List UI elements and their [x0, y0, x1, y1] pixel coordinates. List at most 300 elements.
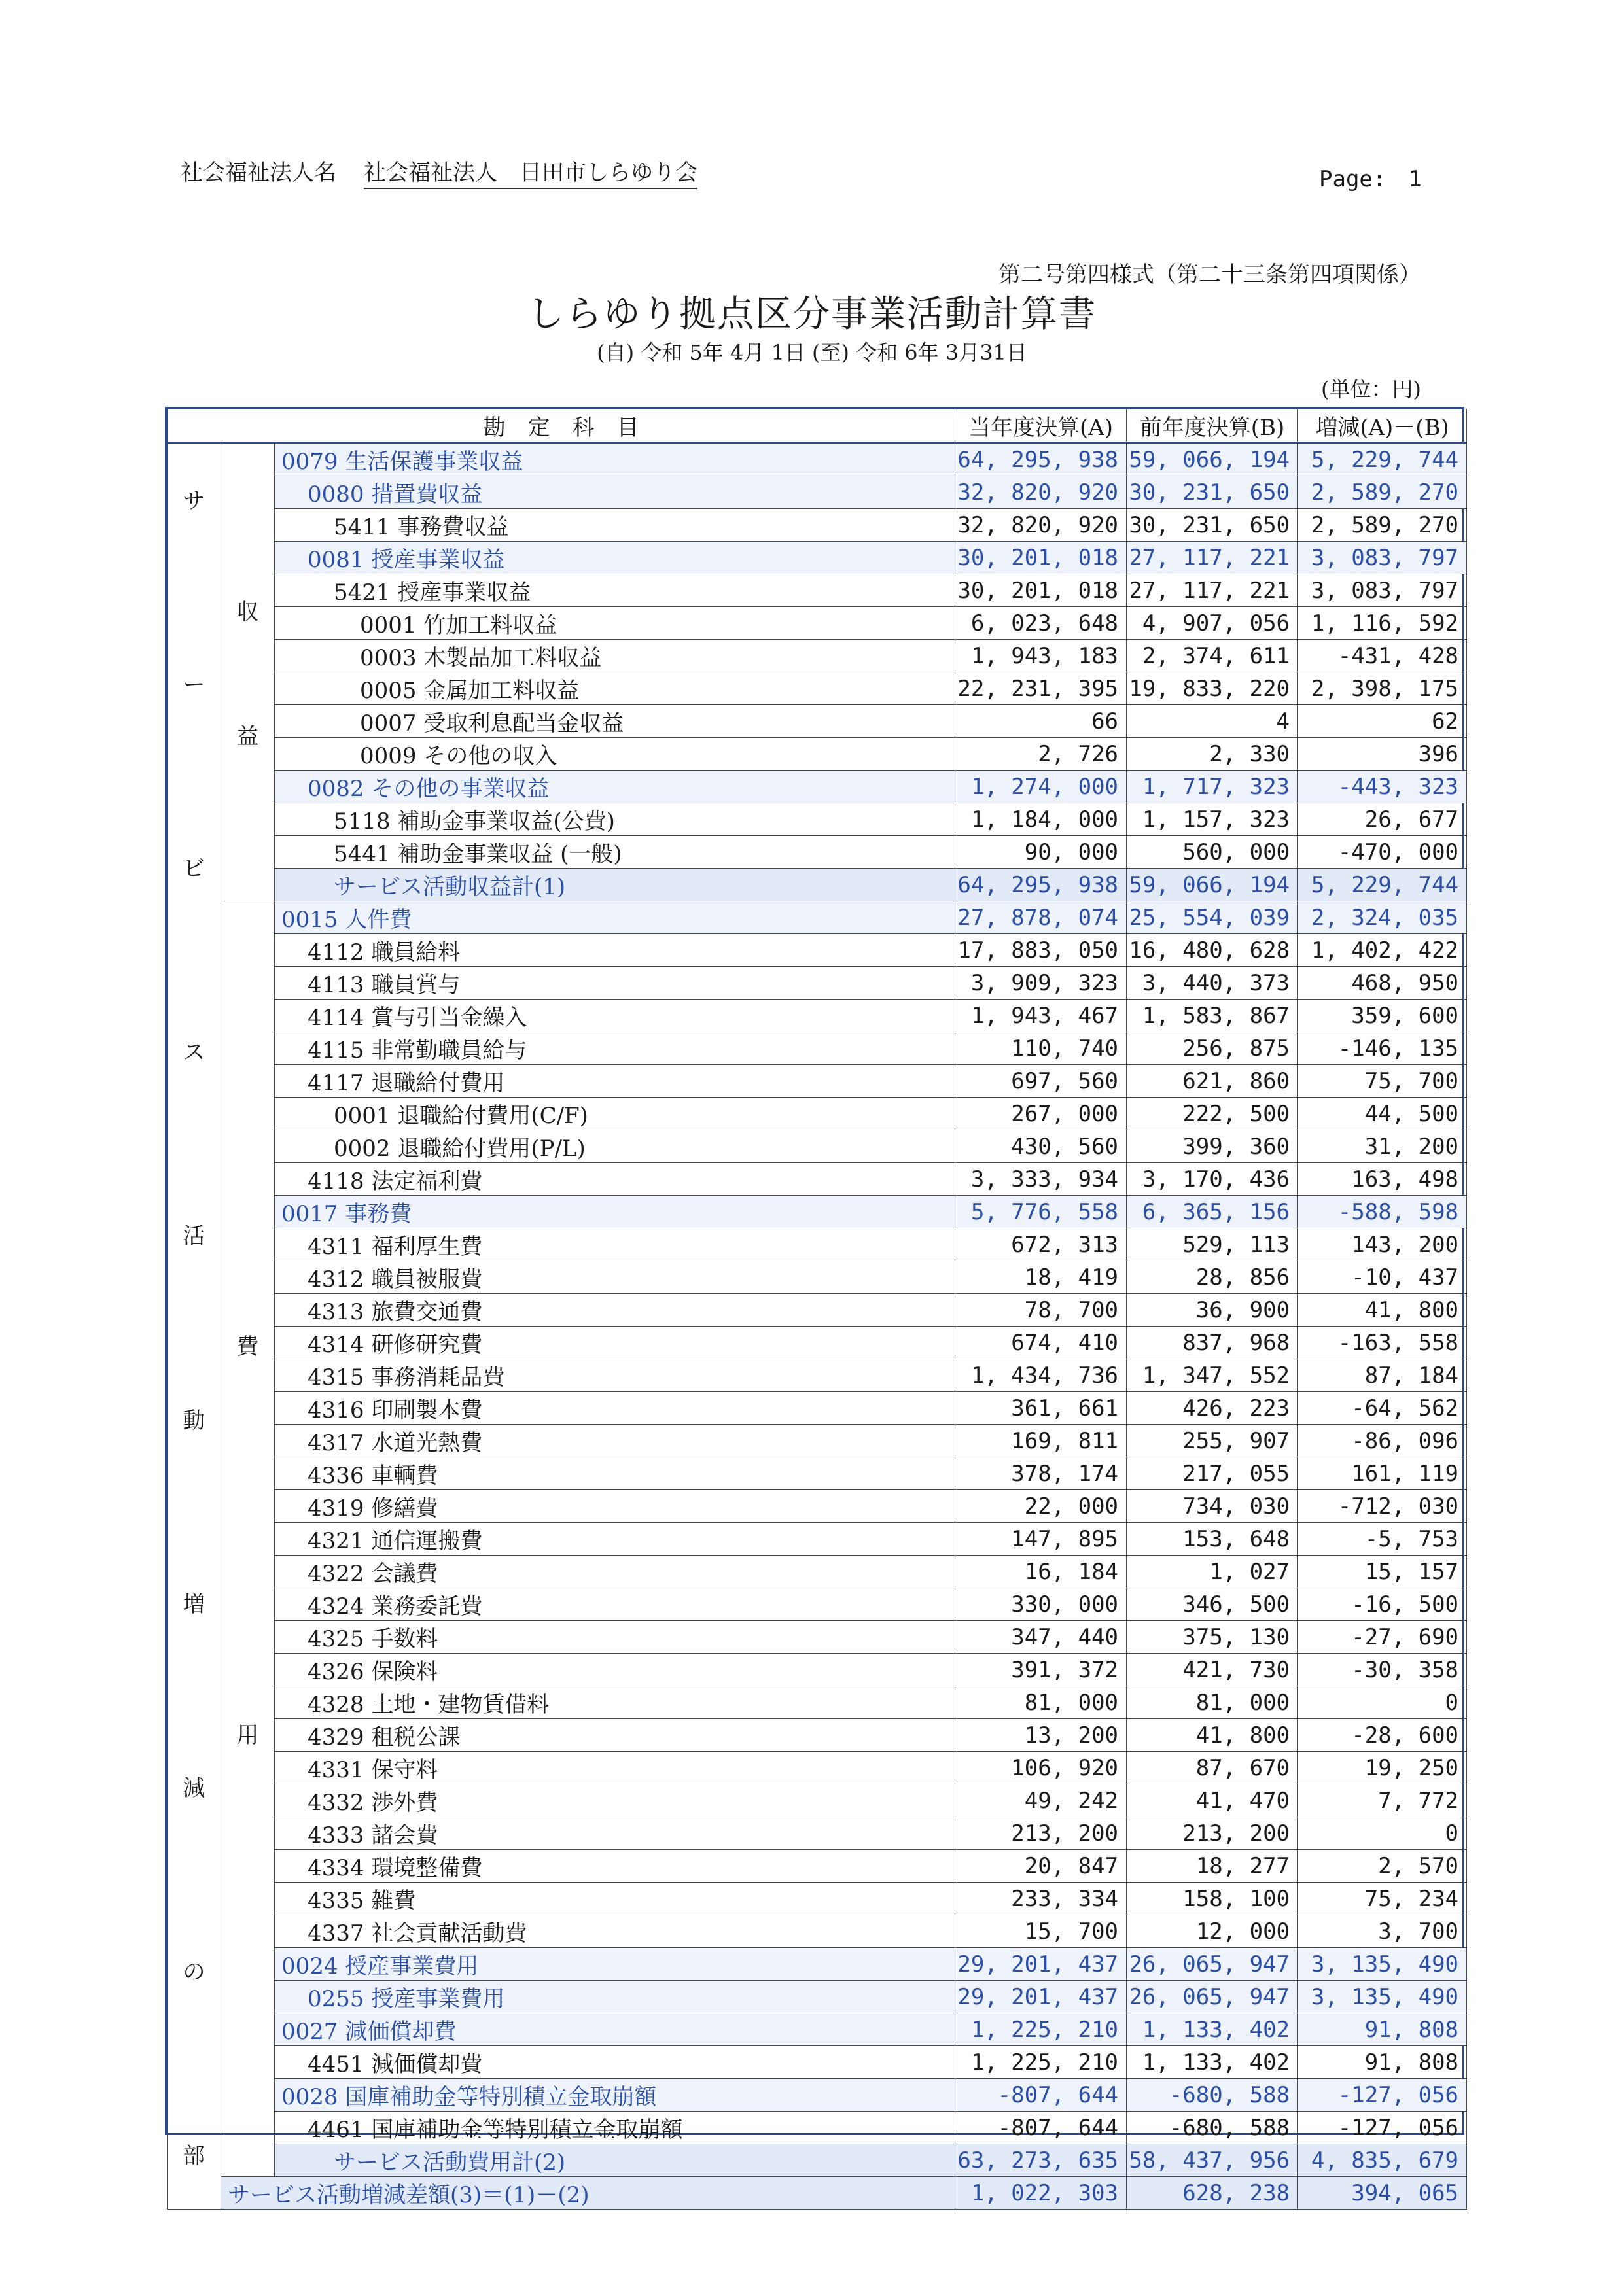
current-year-amount: 361, 661 — [955, 1392, 1127, 1425]
table-row — [168, 967, 1467, 1000]
difference-amount: 0 — [1298, 1686, 1467, 1719]
account-name: 4316 印刷製本費 — [275, 1392, 955, 1425]
account-name: 4321 通信運搬費 — [275, 1523, 955, 1556]
prior-year-amount: 256, 875 — [1127, 1032, 1298, 1065]
income-label-cell — [221, 443, 275, 901]
table-row — [168, 672, 1467, 705]
table-row — [168, 607, 1467, 640]
current-year-amount: 22, 000 — [955, 1490, 1127, 1523]
current-year-amount: 2, 726 — [955, 738, 1127, 771]
statement-table — [165, 407, 1464, 2208]
prior-year-amount: 158, 100 — [1127, 1883, 1298, 1915]
section-label-char: 活 — [183, 1223, 205, 1250]
difference-amount: 1, 402, 422 — [1298, 934, 1467, 967]
table-row — [168, 1752, 1467, 1784]
account-name: 4335 雑費 — [275, 1883, 955, 1915]
account-name: 4117 退職給付費用 — [275, 1065, 955, 1098]
account-name: 5411 事務費収益 — [275, 509, 955, 542]
current-year-amount: 1, 225, 210 — [955, 2013, 1127, 2046]
account-name: 0001 竹加工料収益 — [275, 607, 955, 640]
account-name: 0027 減価償却費 — [275, 2013, 955, 2046]
prior-year-amount: 346, 500 — [1127, 1588, 1298, 1621]
table-row — [168, 1523, 1467, 1556]
difference-amount: 3, 700 — [1298, 1915, 1467, 1948]
account-name: 0001 退職給付費用(C/F) — [275, 1098, 955, 1130]
account-name: 4328 土地・建物賃借料 — [275, 1686, 955, 1719]
account-name: 4329 租税公課 — [275, 1719, 955, 1752]
difference-amount: 91, 808 — [1298, 2046, 1467, 2079]
prior-year-amount: 27, 117, 221 — [1127, 574, 1298, 607]
current-year-amount: 1, 022, 303 — [955, 2177, 1127, 2210]
difference-amount: -127, 056 — [1298, 2112, 1467, 2144]
table-row — [168, 574, 1467, 607]
difference-amount: 44, 500 — [1298, 1098, 1467, 1130]
difference-amount: 3, 083, 797 — [1298, 574, 1467, 607]
account-name: 4451 減価償却費 — [275, 2046, 955, 2079]
table-row — [168, 1065, 1467, 1098]
difference-amount: 161, 119 — [1298, 1457, 1467, 1490]
difference-amount: 2, 570 — [1298, 1850, 1467, 1883]
table-row — [168, 1196, 1467, 1228]
difference-amount: 91, 808 — [1298, 2013, 1467, 2046]
table-row — [168, 509, 1467, 542]
corp-name: 社会福祉法人 日田市しらゆり会 — [364, 154, 697, 189]
prior-year-amount: 2, 330 — [1127, 738, 1298, 771]
difference-amount: 359, 600 — [1298, 1000, 1467, 1032]
account-name: 0255 授産事業費用 — [275, 1981, 955, 2013]
difference-amount: -470, 000 — [1298, 836, 1467, 869]
difference-amount: 62 — [1298, 705, 1467, 738]
difference-amount: -27, 690 — [1298, 1621, 1467, 1654]
difference-amount: 3, 135, 490 — [1298, 1981, 1467, 2013]
header-difference: 増減(A)－(B) — [1298, 409, 1467, 443]
expense-label — [221, 901, 274, 2176]
current-year-amount: 1, 434, 736 — [955, 1359, 1127, 1392]
account-name: 4112 職員給料 — [275, 934, 955, 967]
account-name: 0003 木製品加工料収益 — [275, 640, 955, 672]
difference-amount: 41, 800 — [1298, 1294, 1467, 1327]
current-year-amount: 233, 334 — [955, 1883, 1127, 1915]
current-year-amount: 81, 000 — [955, 1686, 1127, 1719]
section-label-char: 増 — [183, 1591, 205, 1618]
current-year-amount: 672, 313 — [955, 1228, 1127, 1261]
corp-label: 社会福祉法人名 — [181, 160, 336, 186]
difference-amount: 26, 677 — [1298, 803, 1467, 836]
difference-amount: 2, 589, 270 — [1298, 509, 1467, 542]
difference-amount: -712, 030 — [1298, 1490, 1467, 1523]
difference-amount: -28, 600 — [1298, 1719, 1467, 1752]
prior-year-amount: 1, 583, 867 — [1127, 1000, 1298, 1032]
account-name: 4336 車輌費 — [275, 1457, 955, 1490]
account-name: 4311 福利厚生費 — [275, 1228, 955, 1261]
section-label-char: ス — [183, 1039, 205, 1066]
account-name: 0024 授産事業費用 — [275, 1948, 955, 1981]
prior-year-amount: 12, 000 — [1127, 1915, 1298, 1948]
difference-amount: -431, 428 — [1298, 640, 1467, 672]
difference-amount: 4, 835, 679 — [1298, 2144, 1467, 2177]
account-name: 4333 諸会費 — [275, 1817, 955, 1850]
difference-amount: 0 — [1298, 1817, 1467, 1850]
account-name: 4113 職員賞与 — [275, 967, 955, 1000]
table-row — [168, 1425, 1467, 1457]
prior-year-amount: 153, 648 — [1127, 1523, 1298, 1556]
current-year-amount: 30, 201, 018 — [955, 542, 1127, 574]
table-row — [168, 1098, 1467, 1130]
document-title: しらゆり拠点区分事業活動計算書 — [527, 293, 1097, 336]
section-label-char: の — [183, 1958, 205, 1985]
prior-year-amount: 421, 730 — [1127, 1654, 1298, 1686]
expense-label-char: 用 — [236, 1722, 259, 1749]
current-year-amount: 64, 295, 938 — [955, 869, 1127, 901]
table-row — [168, 1130, 1467, 1163]
prior-year-amount: 837, 968 — [1127, 1327, 1298, 1359]
difference-amount: -10, 437 — [1298, 1261, 1467, 1294]
prior-year-amount: 59, 066, 194 — [1127, 869, 1298, 901]
difference-amount: -127, 056 — [1298, 2079, 1467, 2112]
account-name: 4326 保険料 — [275, 1654, 955, 1686]
account-name: 4322 会議費 — [275, 1556, 955, 1588]
account-name: 5441 補助金事業収益 (一般) — [275, 836, 955, 869]
prior-year-amount: 6, 365, 156 — [1127, 1196, 1298, 1228]
prior-year-amount: 1, 717, 323 — [1127, 771, 1298, 803]
expense-label-char: 費 — [236, 1333, 259, 1360]
table-row — [168, 1817, 1467, 1850]
table-row — [168, 2046, 1467, 2079]
header-prior-year: 前年度決算(B) — [1127, 409, 1298, 443]
account-name: 5421 授産事業収益 — [275, 574, 955, 607]
prior-year-amount: 28, 856 — [1127, 1261, 1298, 1294]
table-row — [168, 1654, 1467, 1686]
section-label-char: サ — [183, 488, 205, 514]
difference-amount: -16, 500 — [1298, 1588, 1467, 1621]
account-name: 0007 受取利息配当金収益 — [275, 705, 955, 738]
table-row — [168, 1294, 1467, 1327]
section-label-char: 部 — [183, 2142, 205, 2169]
table-row — [168, 1457, 1467, 1490]
current-year-amount: 1, 943, 467 — [955, 1000, 1127, 1032]
current-year-amount: 5, 776, 558 — [955, 1196, 1127, 1228]
prior-year-amount: -680, 588 — [1127, 2079, 1298, 2112]
current-year-amount: 20, 847 — [955, 1850, 1127, 1883]
prior-year-amount: 58, 437, 956 — [1127, 2144, 1298, 2177]
table-row — [168, 1032, 1467, 1065]
table-row — [168, 1359, 1467, 1392]
prior-year-amount: 399, 360 — [1127, 1130, 1298, 1163]
prior-year-amount: 222, 500 — [1127, 1098, 1298, 1130]
account-name: 4114 賞与引当金繰入 — [275, 1000, 955, 1032]
net-difference-row — [168, 2177, 1467, 2210]
table-row — [168, 1490, 1467, 1523]
difference-amount: -5, 753 — [1298, 1523, 1467, 1556]
difference-amount: -146, 135 — [1298, 1032, 1467, 1065]
current-year-amount: 391, 372 — [955, 1654, 1127, 1686]
prior-year-amount: 734, 030 — [1127, 1490, 1298, 1523]
prior-year-amount: 2, 374, 611 — [1127, 640, 1298, 672]
table-row — [168, 1850, 1467, 1883]
current-year-amount: 110, 740 — [955, 1032, 1127, 1065]
account-name: 4461 国庫補助金等特別積立金取崩額 — [275, 2112, 955, 2144]
prior-year-amount: 41, 470 — [1127, 1784, 1298, 1817]
current-year-amount: 697, 560 — [955, 1065, 1127, 1098]
section-label — [168, 444, 221, 2209]
difference-amount: -163, 558 — [1298, 1327, 1467, 1359]
account-name: 4334 環境整備費 — [275, 1850, 955, 1883]
account-name: 0009 その他の収入 — [275, 738, 955, 771]
account-name: 0079 生活保護事業収益 — [275, 443, 955, 476]
prior-year-amount: 18, 277 — [1127, 1850, 1298, 1883]
prior-year-amount: 3, 170, 436 — [1127, 1163, 1298, 1196]
difference-amount: 75, 700 — [1298, 1065, 1467, 1098]
table-row — [168, 640, 1467, 672]
difference-amount: 2, 398, 175 — [1298, 672, 1467, 705]
table-row — [168, 1327, 1467, 1359]
prior-year-amount: 621, 860 — [1127, 1065, 1298, 1098]
account-name: サービス活動収益計(1) — [275, 869, 955, 901]
current-year-amount: 213, 200 — [955, 1817, 1127, 1850]
subtotal-row — [168, 869, 1467, 901]
account-name: 4325 手数料 — [275, 1621, 955, 1654]
fiscal-period: (自) 令和 5年 4月 1日 (至) 令和 6年 3月31日 — [597, 340, 1027, 365]
difference-amount: 2, 324, 035 — [1298, 901, 1467, 934]
difference-amount: 396 — [1298, 738, 1467, 771]
difference-amount: 163, 498 — [1298, 1163, 1467, 1196]
table-row — [168, 1686, 1467, 1719]
difference-amount: 143, 200 — [1298, 1228, 1467, 1261]
current-year-amount: 330, 000 — [955, 1588, 1127, 1621]
table-row — [168, 1556, 1467, 1588]
page-number: Page: 1 — [1319, 166, 1422, 192]
prior-year-amount: 375, 130 — [1127, 1621, 1298, 1654]
table-row — [168, 836, 1467, 869]
prior-year-amount: 19, 833, 220 — [1127, 672, 1298, 705]
table-row — [168, 542, 1467, 574]
difference-amount: -588, 598 — [1298, 1196, 1467, 1228]
current-year-amount: 1, 225, 210 — [955, 2046, 1127, 2079]
table-row — [168, 771, 1467, 803]
table-row — [168, 738, 1467, 771]
account-name: 4317 水道光熱費 — [275, 1425, 955, 1457]
account-name: 4332 渉外費 — [275, 1784, 955, 1817]
section-label-char: 動 — [183, 1407, 205, 1434]
table-row — [168, 1261, 1467, 1294]
account-name: 0082 その他の事業収益 — [275, 771, 955, 803]
table-row — [168, 1621, 1467, 1654]
header-subject: 勘 定 科 目 — [168, 409, 955, 443]
prior-year-amount: 1, 133, 402 — [1127, 2013, 1298, 2046]
account-name: 4315 事務消耗品費 — [275, 1359, 955, 1392]
prior-year-amount: 255, 907 — [1127, 1425, 1298, 1457]
difference-amount: 3, 135, 490 — [1298, 1948, 1467, 1981]
difference-amount: 394, 065 — [1298, 2177, 1467, 2210]
difference-amount: 468, 950 — [1298, 967, 1467, 1000]
table-row — [168, 1981, 1467, 2013]
account-name: サービス活動費用計(2) — [275, 2144, 955, 2177]
difference-amount: 87, 184 — [1298, 1359, 1467, 1392]
account-name: 0005 金属加工料収益 — [275, 672, 955, 705]
account-name: 4319 修繕費 — [275, 1490, 955, 1523]
prior-year-amount: 36, 900 — [1127, 1294, 1298, 1327]
table-row — [168, 1948, 1467, 1981]
account-name: 4118 法定福利費 — [275, 1163, 955, 1196]
table-row — [168, 901, 1467, 934]
current-year-amount: -807, 644 — [955, 2112, 1127, 2144]
account-name: 4331 保守料 — [275, 1752, 955, 1784]
current-year-amount: 18, 419 — [955, 1261, 1127, 1294]
current-year-amount: 49, 242 — [955, 1784, 1127, 1817]
current-year-amount: 378, 174 — [955, 1457, 1127, 1490]
current-year-amount: 3, 333, 934 — [955, 1163, 1127, 1196]
current-year-amount: 106, 920 — [955, 1752, 1127, 1784]
current-year-amount: 17, 883, 050 — [955, 934, 1127, 967]
account-name: 0028 国庫補助金等特別積立金取崩額 — [275, 2079, 955, 2112]
table-row — [168, 1228, 1467, 1261]
current-year-amount: 29, 201, 437 — [955, 1981, 1127, 2013]
account-name: 4313 旅費交通費 — [275, 1294, 955, 1327]
current-year-amount: 78, 700 — [955, 1294, 1127, 1327]
current-year-amount: -807, 644 — [955, 2079, 1127, 2112]
prior-year-amount: 26, 065, 947 — [1127, 1948, 1298, 1981]
current-year-amount: 15, 700 — [955, 1915, 1127, 1948]
table-row — [168, 934, 1467, 967]
difference-amount: -443, 323 — [1298, 771, 1467, 803]
section-label-char: ビ — [183, 856, 205, 882]
current-year-amount: 27, 878, 074 — [955, 901, 1127, 934]
header-current-year: 当年度決算(A) — [955, 409, 1127, 443]
account-name: 4115 非常勤職員給与 — [275, 1032, 955, 1065]
current-year-amount: 63, 273, 635 — [955, 2144, 1127, 2177]
current-year-amount: 347, 440 — [955, 1621, 1127, 1654]
income-label-char: 益 — [236, 723, 259, 750]
prior-year-amount: 41, 800 — [1127, 1719, 1298, 1752]
difference-amount: 75, 234 — [1298, 1883, 1467, 1915]
prior-year-amount: 628, 238 — [1127, 2177, 1298, 2210]
account-name: 4312 職員被服費 — [275, 1261, 955, 1294]
prior-year-amount: 1, 133, 402 — [1127, 2046, 1298, 2079]
prior-year-amount: 1, 347, 552 — [1127, 1359, 1298, 1392]
prior-year-amount: 81, 000 — [1127, 1686, 1298, 1719]
prior-year-amount: 560, 000 — [1127, 836, 1298, 869]
prior-year-amount: -680, 588 — [1127, 2112, 1298, 2144]
difference-amount: 31, 200 — [1298, 1130, 1467, 1163]
current-year-amount: 22, 231, 395 — [955, 672, 1127, 705]
expense-label-cell — [221, 901, 275, 2177]
difference-amount: -64, 562 — [1298, 1392, 1467, 1425]
current-year-amount: 169, 811 — [955, 1425, 1127, 1457]
prior-year-amount: 30, 231, 650 — [1127, 476, 1298, 509]
difference-amount: -86, 096 — [1298, 1425, 1467, 1457]
current-year-amount: 32, 820, 920 — [955, 476, 1127, 509]
current-year-amount: 3, 909, 323 — [955, 967, 1127, 1000]
table-row — [168, 2079, 1467, 2112]
section-label-char: ー — [183, 672, 205, 699]
account-name: 4324 業務委託費 — [275, 1588, 955, 1621]
table-row — [168, 2112, 1467, 2144]
section-label-char: 減 — [183, 1775, 205, 1801]
difference-amount: 5, 229, 744 — [1298, 869, 1467, 901]
table-row — [168, 1392, 1467, 1425]
account-name: 4337 社会貢献活動費 — [275, 1915, 955, 1948]
prior-year-amount: 217, 055 — [1127, 1457, 1298, 1490]
current-year-amount: 90, 000 — [955, 836, 1127, 869]
unit-label: (単位：円) — [1321, 377, 1421, 402]
account-name: 0015 人件費 — [275, 901, 955, 934]
table-row — [168, 1163, 1467, 1196]
current-year-amount: 430, 560 — [955, 1130, 1127, 1163]
difference-amount: -30, 358 — [1298, 1654, 1467, 1686]
account-name: 0080 措置費収益 — [275, 476, 955, 509]
current-year-amount: 6, 023, 648 — [955, 607, 1127, 640]
prior-year-amount: 87, 670 — [1127, 1752, 1298, 1784]
difference-amount: 2, 589, 270 — [1298, 476, 1467, 509]
income-label-char: 収 — [236, 599, 259, 626]
form-number: 第二号第四様式（第二十三条第四項関係） — [998, 262, 1421, 288]
table-row — [168, 1000, 1467, 1032]
current-year-amount: 147, 895 — [955, 1523, 1127, 1556]
table-row — [168, 476, 1467, 509]
current-year-amount: 64, 295, 938 — [955, 443, 1127, 476]
account-name: 0002 退職給付費用(P/L) — [275, 1130, 955, 1163]
prior-year-amount: 1, 027 — [1127, 1556, 1298, 1588]
difference-amount: 3, 083, 797 — [1298, 542, 1467, 574]
current-year-amount: 16, 184 — [955, 1556, 1127, 1588]
prior-year-amount: 26, 065, 947 — [1127, 1981, 1298, 2013]
table-row — [168, 803, 1467, 836]
current-year-amount: 66 — [955, 705, 1127, 738]
current-year-amount: 267, 000 — [955, 1098, 1127, 1130]
account-name: 5118 補助金事業収益(公費) — [275, 803, 955, 836]
table-row — [168, 705, 1467, 738]
current-year-amount: 1, 943, 183 — [955, 640, 1127, 672]
difference-amount: 5, 229, 744 — [1298, 443, 1467, 476]
subtotal-row — [168, 2144, 1467, 2177]
table-row — [168, 1915, 1467, 1948]
prior-year-amount: 59, 066, 194 — [1127, 443, 1298, 476]
table-row — [168, 1784, 1467, 1817]
current-year-amount: 1, 274, 000 — [955, 771, 1127, 803]
difference-amount: 7, 772 — [1298, 1784, 1467, 1817]
prior-year-amount: 1, 157, 323 — [1127, 803, 1298, 836]
income-label — [221, 444, 274, 901]
section-label-cell — [168, 443, 221, 2210]
prior-year-amount: 529, 113 — [1127, 1228, 1298, 1261]
prior-year-amount: 27, 117, 221 — [1127, 542, 1298, 574]
current-year-amount: 1, 184, 000 — [955, 803, 1127, 836]
difference-amount: 19, 250 — [1298, 1752, 1467, 1784]
table-row — [168, 1719, 1467, 1752]
table-row — [168, 1883, 1467, 1915]
current-year-amount: 32, 820, 920 — [955, 509, 1127, 542]
prior-year-amount: 3, 440, 373 — [1127, 967, 1298, 1000]
account-name: 4314 研修研究費 — [275, 1327, 955, 1359]
account-name: 0081 授産事業収益 — [275, 542, 955, 574]
table-header-row — [168, 409, 1467, 443]
prior-year-amount: 4, 907, 056 — [1127, 607, 1298, 640]
difference-amount: 15, 157 — [1298, 1556, 1467, 1588]
prior-year-amount: 25, 554, 039 — [1127, 901, 1298, 934]
prior-year-amount: 16, 480, 628 — [1127, 934, 1298, 967]
account-name: サービス活動増減差額(3)＝(1)－(2) — [221, 2177, 955, 2210]
prior-year-amount: 4 — [1127, 705, 1298, 738]
current-year-amount: 674, 410 — [955, 1327, 1127, 1359]
table-row — [168, 1588, 1467, 1621]
table-row — [168, 2013, 1467, 2046]
prior-year-amount: 30, 231, 650 — [1127, 509, 1298, 542]
prior-year-amount: 426, 223 — [1127, 1392, 1298, 1425]
difference-amount: 1, 116, 592 — [1298, 607, 1467, 640]
current-year-amount: 29, 201, 437 — [955, 1948, 1127, 1981]
prior-year-amount: 213, 200 — [1127, 1817, 1298, 1850]
current-year-amount: 13, 200 — [955, 1719, 1127, 1752]
